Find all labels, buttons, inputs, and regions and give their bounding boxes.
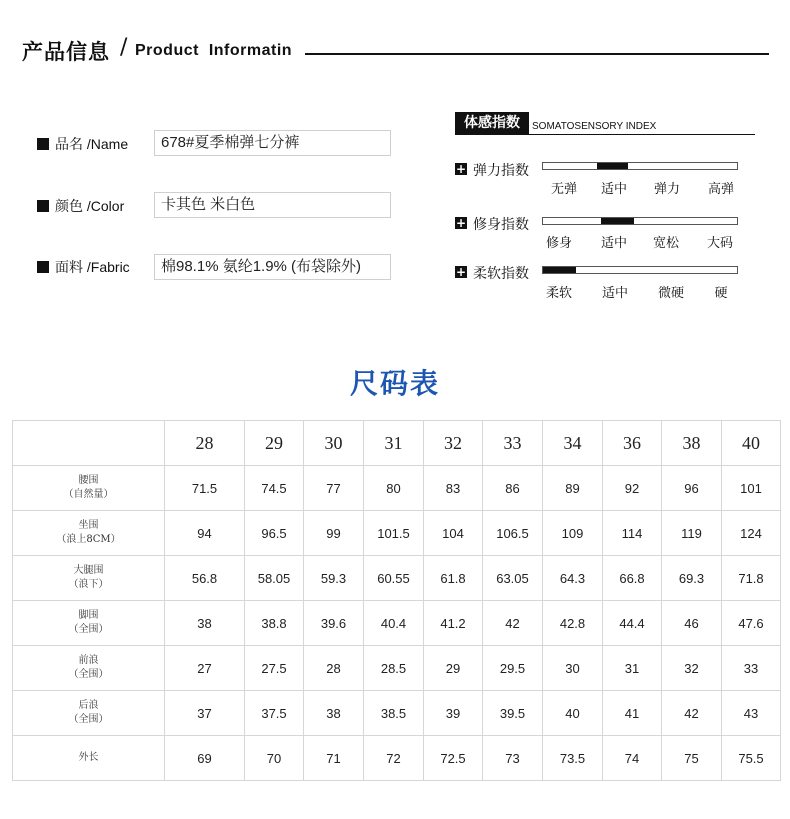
size-header: 33 <box>483 421 543 466</box>
table-cell: 29.5 <box>483 646 543 691</box>
measurement-label <box>13 601 165 646</box>
index-bar <box>542 266 738 274</box>
measurement-name: 前浪 <box>78 655 99 666</box>
table-cell: 94 <box>165 511 245 556</box>
table-cell: 86 <box>483 466 543 511</box>
table-cell: 42.8 <box>543 601 603 646</box>
table-cell: 72 <box>364 736 424 781</box>
info-value: 678#夏季棉弹七分裤 <box>154 130 391 156</box>
index-bar-fill <box>543 267 576 273</box>
size-header: 31 <box>364 421 424 466</box>
table-cell: 38 <box>304 691 364 736</box>
table-cell: 43 <box>722 691 781 736</box>
table-cell: 99 <box>304 511 364 556</box>
table-cell: 80 <box>364 466 424 511</box>
table-cell: 106.5 <box>483 511 543 556</box>
table-cell: 109 <box>543 511 603 556</box>
plus-icon: + <box>455 265 467 279</box>
corner-cell <box>13 421 165 466</box>
table-cell: 72.5 <box>424 736 483 781</box>
table-cell: 44.4 <box>603 601 662 646</box>
size-header: 38 <box>662 421 722 466</box>
table-cell: 96.5 <box>245 511 304 556</box>
measurement-name: 脚围 <box>78 610 99 621</box>
table-cell: 41.2 <box>424 601 483 646</box>
section-title: 产品信息 <box>22 40 110 64</box>
table-cell: 41 <box>603 691 662 736</box>
table-cell: 40.4 <box>364 601 424 646</box>
measurement-label <box>13 511 165 556</box>
index-tick: 适中 <box>600 236 627 251</box>
index-label: 弹力指数 <box>473 163 529 179</box>
size-header: 30 <box>304 421 364 466</box>
table-cell: 70 <box>245 736 304 781</box>
size-header: 34 <box>543 421 603 466</box>
index-tick: 微硬 <box>657 286 684 301</box>
table-cell: 38 <box>165 601 245 646</box>
table-cell: 74.5 <box>245 466 304 511</box>
size-header-row <box>13 421 781 466</box>
measurement-note: （浪上8CM） <box>56 534 121 545</box>
title-slash: / <box>120 35 128 60</box>
table-cell: 42 <box>483 601 543 646</box>
table-cell: 69 <box>165 736 245 781</box>
index-tick: 大码 <box>706 236 733 251</box>
info-value: 卡其色 米白色 <box>154 192 391 218</box>
table-cell: 71 <box>304 736 364 781</box>
index-tick: 弹力 <box>653 182 680 197</box>
info-value: 棉98.1% 氨纶1.9% (布袋除外) <box>154 254 391 280</box>
table-cell: 59.3 <box>304 556 364 601</box>
index-label: 柔软指数 <box>473 266 529 282</box>
table-cell: 30 <box>543 646 603 691</box>
table-cell: 89 <box>543 466 603 511</box>
table-cell: 119 <box>662 511 722 556</box>
table-cell: 64.3 <box>543 556 603 601</box>
section-title-en: Product Informatin <box>135 42 293 59</box>
table-cell: 74 <box>603 736 662 781</box>
square-bullet-icon <box>37 261 49 273</box>
table-cell: 104 <box>424 511 483 556</box>
index-tick: 宽松 <box>652 236 679 251</box>
table-cell: 29 <box>424 646 483 691</box>
index-tick: 修身 <box>545 236 572 251</box>
table-cell: 96 <box>662 466 722 511</box>
measurement-label <box>13 556 165 601</box>
table-cell: 73.5 <box>543 736 603 781</box>
table-cell: 46 <box>662 601 722 646</box>
measurement-name: 后浪 <box>78 700 99 711</box>
index-bar <box>542 162 738 170</box>
table-cell: 66.8 <box>603 556 662 601</box>
measurement-name: 大腿围 <box>73 565 104 576</box>
somatosensory-tag: 体感指数 <box>455 112 529 134</box>
table-cell: 75 <box>662 736 722 781</box>
measurement-label <box>13 691 165 736</box>
index-tick: 柔软 <box>545 286 572 301</box>
measurement-label <box>13 466 165 511</box>
index-bar-fill <box>597 163 628 169</box>
table-row <box>13 556 781 601</box>
size-header: 28 <box>165 421 245 466</box>
info-label: 颜色 /Color <box>55 198 125 214</box>
index-bar-fill <box>601 218 634 224</box>
table-cell: 71.5 <box>165 466 245 511</box>
table-cell: 92 <box>603 466 662 511</box>
table-row <box>13 601 781 646</box>
index-tick: 无弹 <box>550 182 577 197</box>
measurement-note: （全围） <box>68 669 109 680</box>
table-cell: 39 <box>424 691 483 736</box>
table-row <box>13 691 781 736</box>
index-tick: 硬 <box>714 286 728 301</box>
size-chart-body <box>13 421 781 781</box>
table-cell: 28.5 <box>364 646 424 691</box>
table-cell: 42 <box>662 691 722 736</box>
table-cell: 124 <box>722 511 781 556</box>
measurement-note: （全围） <box>68 624 109 635</box>
somatosensory-title-en: SOMATOSENSORY INDEX <box>532 121 657 132</box>
size-header: 40 <box>722 421 781 466</box>
table-row <box>13 466 781 511</box>
table-cell: 38.5 <box>364 691 424 736</box>
table-cell: 39.5 <box>483 691 543 736</box>
measurement-name: 坐围 <box>78 520 99 531</box>
table-cell: 37.5 <box>245 691 304 736</box>
index-label: 修身指数 <box>473 217 529 233</box>
measurement-name: 腰围 <box>78 475 99 486</box>
index-tick: 适中 <box>601 286 628 301</box>
table-cell: 38.8 <box>245 601 304 646</box>
table-cell: 39.6 <box>304 601 364 646</box>
info-label: 面料 /Fabric <box>55 259 130 275</box>
index-bar <box>542 217 738 225</box>
size-header: 29 <box>245 421 304 466</box>
table-cell: 61.8 <box>424 556 483 601</box>
table-cell: 75.5 <box>722 736 781 781</box>
table-cell: 69.3 <box>662 556 722 601</box>
plus-icon: + <box>455 162 467 176</box>
square-bullet-icon <box>37 200 49 212</box>
measurement-label <box>13 646 165 691</box>
table-cell: 63.05 <box>483 556 543 601</box>
plus-icon: + <box>455 216 467 230</box>
square-bullet-icon <box>37 138 49 150</box>
table-cell: 28 <box>304 646 364 691</box>
size-header: 36 <box>603 421 662 466</box>
table-cell: 101 <box>722 466 781 511</box>
table-cell: 56.8 <box>165 556 245 601</box>
measurement-note: （全围） <box>68 714 109 725</box>
info-label: 品名 /Name <box>55 136 129 152</box>
index-tick: 高弹 <box>707 182 734 197</box>
table-cell: 83 <box>424 466 483 511</box>
size-header: 32 <box>424 421 483 466</box>
table-cell: 73 <box>483 736 543 781</box>
table-cell: 27 <box>165 646 245 691</box>
table-cell: 47.6 <box>722 601 781 646</box>
table-cell: 27.5 <box>245 646 304 691</box>
table-cell: 101.5 <box>364 511 424 556</box>
table-row <box>13 646 781 691</box>
measurement-note: （浪下） <box>68 579 109 590</box>
size-chart-table <box>12 420 781 781</box>
measurement-name: 外长 <box>78 752 99 763</box>
size-chart-title: 尺码表 <box>349 367 440 400</box>
measurement-note: （自然量） <box>63 489 114 500</box>
table-cell: 114 <box>603 511 662 556</box>
table-cell: 33 <box>722 646 781 691</box>
table-cell: 77 <box>304 466 364 511</box>
header-rule <box>305 53 769 55</box>
table-cell: 71.8 <box>722 556 781 601</box>
table-cell: 60.55 <box>364 556 424 601</box>
table-row <box>13 736 781 781</box>
somatosensory-rule <box>455 134 755 135</box>
table-cell: 37 <box>165 691 245 736</box>
table-cell: 32 <box>662 646 722 691</box>
index-tick: 适中 <box>600 182 627 197</box>
table-cell: 58.05 <box>245 556 304 601</box>
measurement-label <box>13 736 165 781</box>
table-cell: 31 <box>603 646 662 691</box>
table-row <box>13 511 781 556</box>
table-cell: 40 <box>543 691 603 736</box>
